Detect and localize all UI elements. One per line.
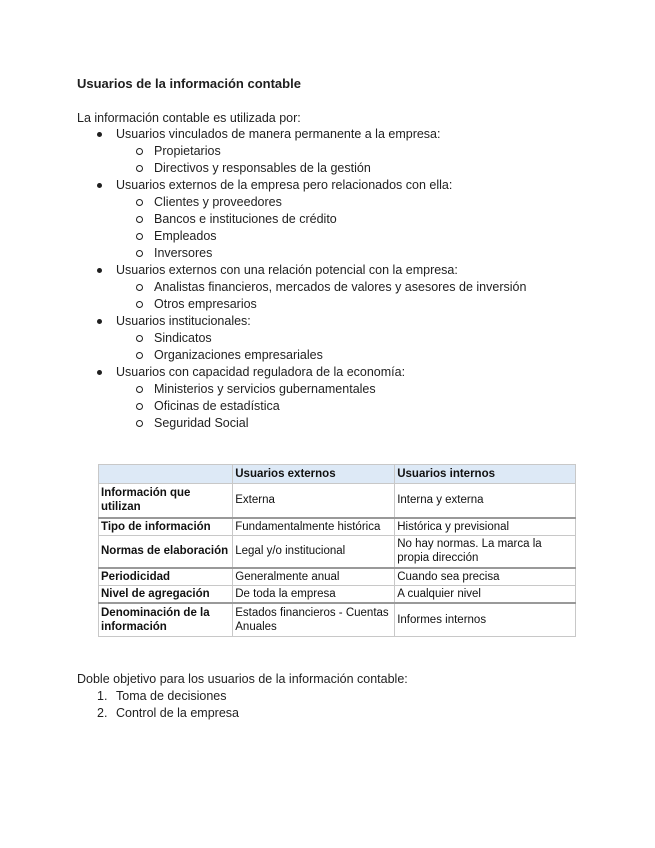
list-item [116,296,526,313]
hollow-bullet-icon [136,420,143,427]
group-label: Usuarios con capacidad reguladora de la economía: [116,365,406,379]
bullet-icon [97,183,102,188]
sublist-item-label: Ministerios y servicios gubernamentales [154,382,376,396]
hollow-bullet-icon [136,352,143,359]
intro-text: La información contable es utilizada por: [77,111,301,125]
list-item [0,262,526,313]
row-header-cell: Tipo de información [99,518,233,536]
sublist-item-label: Sindicatos [154,331,212,345]
table-row [99,484,576,518]
list-item [116,415,526,432]
table-row [99,585,576,603]
sublist-item-label: Inversores [154,246,213,260]
sublist-item-label: Analistas financieros, mercados de valores y asesores de inversión [154,280,527,294]
group-label: Usuarios institucionales: [116,314,251,328]
hollow-bullet-icon [136,250,143,257]
list-item [116,143,526,160]
row-header-cell: Periodicidad [99,568,233,586]
sublist-item-label: Directivos y responsables de la gestión [154,161,371,175]
page-title: Usuarios de la información contable [77,76,301,91]
table-row [99,568,576,586]
row-header-cell: Nivel de agregación [99,585,233,603]
table-cell: Interna y externa [395,484,576,518]
list-item [116,381,526,398]
list-item [0,364,526,432]
group-label: Usuarios externos de la empresa pero relacionados con ella: [116,178,453,192]
list-item [0,177,526,262]
comparison-table [98,464,576,637]
table-header-cell: Usuarios internos [395,465,576,484]
hollow-bullet-icon [136,335,143,342]
list-item [116,398,526,415]
bullet-icon [97,370,102,375]
sublist [116,279,526,313]
list-item [116,194,526,211]
row-header-cell: Normas de elaboración [99,536,233,568]
sublist-item-label: Clientes y proveedores [154,195,282,209]
table-header-cell [99,465,233,484]
list-number: 2. [97,706,108,720]
hollow-bullet-icon [136,216,143,223]
table-cell: Histórica y previsional [395,518,576,536]
sublist-item-label: Oficinas de estadística [154,399,280,413]
list-item [116,228,526,245]
list-item [116,211,526,228]
sublist-item-label: Empleados [154,229,217,243]
table-row [99,536,576,568]
table-cell: Legal y/o institucional [233,536,395,568]
group-label: Usuarios externos con una relación potencial con la empresa: [116,263,458,277]
table-header-cell: Usuarios externos [233,465,395,484]
list-item [116,330,526,347]
hollow-bullet-icon [136,148,143,155]
list-item [0,126,526,177]
goal-label: Toma de decisiones [116,689,227,703]
user-groups-list [0,126,526,432]
sublist-item-label: Propietarios [154,144,221,158]
bullet-icon [97,319,102,324]
list-item [116,245,526,262]
sublist [116,330,526,364]
row-header-cell: Información que utilizan [99,484,233,518]
table-cell: Fundamentalmente histórica [233,518,395,536]
table-cell: A cualquier nivel [395,585,576,603]
sublist [116,381,526,432]
goal-label: Control de la empresa [116,706,239,720]
hollow-bullet-icon [136,301,143,308]
list-number: 1. [97,689,108,703]
table-cell: Cuando sea precisa [395,568,576,586]
list-item [0,313,526,364]
sublist-item-label: Bancos e instituciones de crédito [154,212,337,226]
hollow-bullet-icon [136,199,143,206]
sublist [116,143,526,177]
table-cell: Generalmente anual [233,568,395,586]
list-item [116,347,526,364]
group-label: Usuarios vinculados de manera permanente a la empresa: [116,127,441,141]
hollow-bullet-icon [136,284,143,291]
hollow-bullet-icon [136,233,143,240]
list-item [116,160,526,177]
table-cell: Externa [233,484,395,518]
list-item [0,688,239,705]
sublist [116,194,526,262]
table-cell: De toda la empresa [233,585,395,603]
table-cell: Estados financieros - Cuentas Anuales [233,603,395,637]
bullet-icon [97,132,102,137]
row-header-cell: Denominación de la información [99,603,233,637]
goals-list [0,688,239,722]
table-row [99,603,576,637]
table-cell: Informes internos [395,603,576,637]
hollow-bullet-icon [136,403,143,410]
table-cell: No hay normas. La marca la propia dirección [395,536,576,568]
objective-text: Doble objetivo para los usuarios de la información contable: [77,672,408,686]
table-row [99,518,576,536]
hollow-bullet-icon [136,165,143,172]
bullet-icon [97,268,102,273]
sublist-item-label: Organizaciones empresariales [154,348,323,362]
list-item [0,705,239,722]
sublist-item-label: Otros empresarios [154,297,257,311]
sublist-item-label: Seguridad Social [154,416,249,430]
list-item [116,279,526,296]
table-header-row [99,465,576,484]
hollow-bullet-icon [136,386,143,393]
